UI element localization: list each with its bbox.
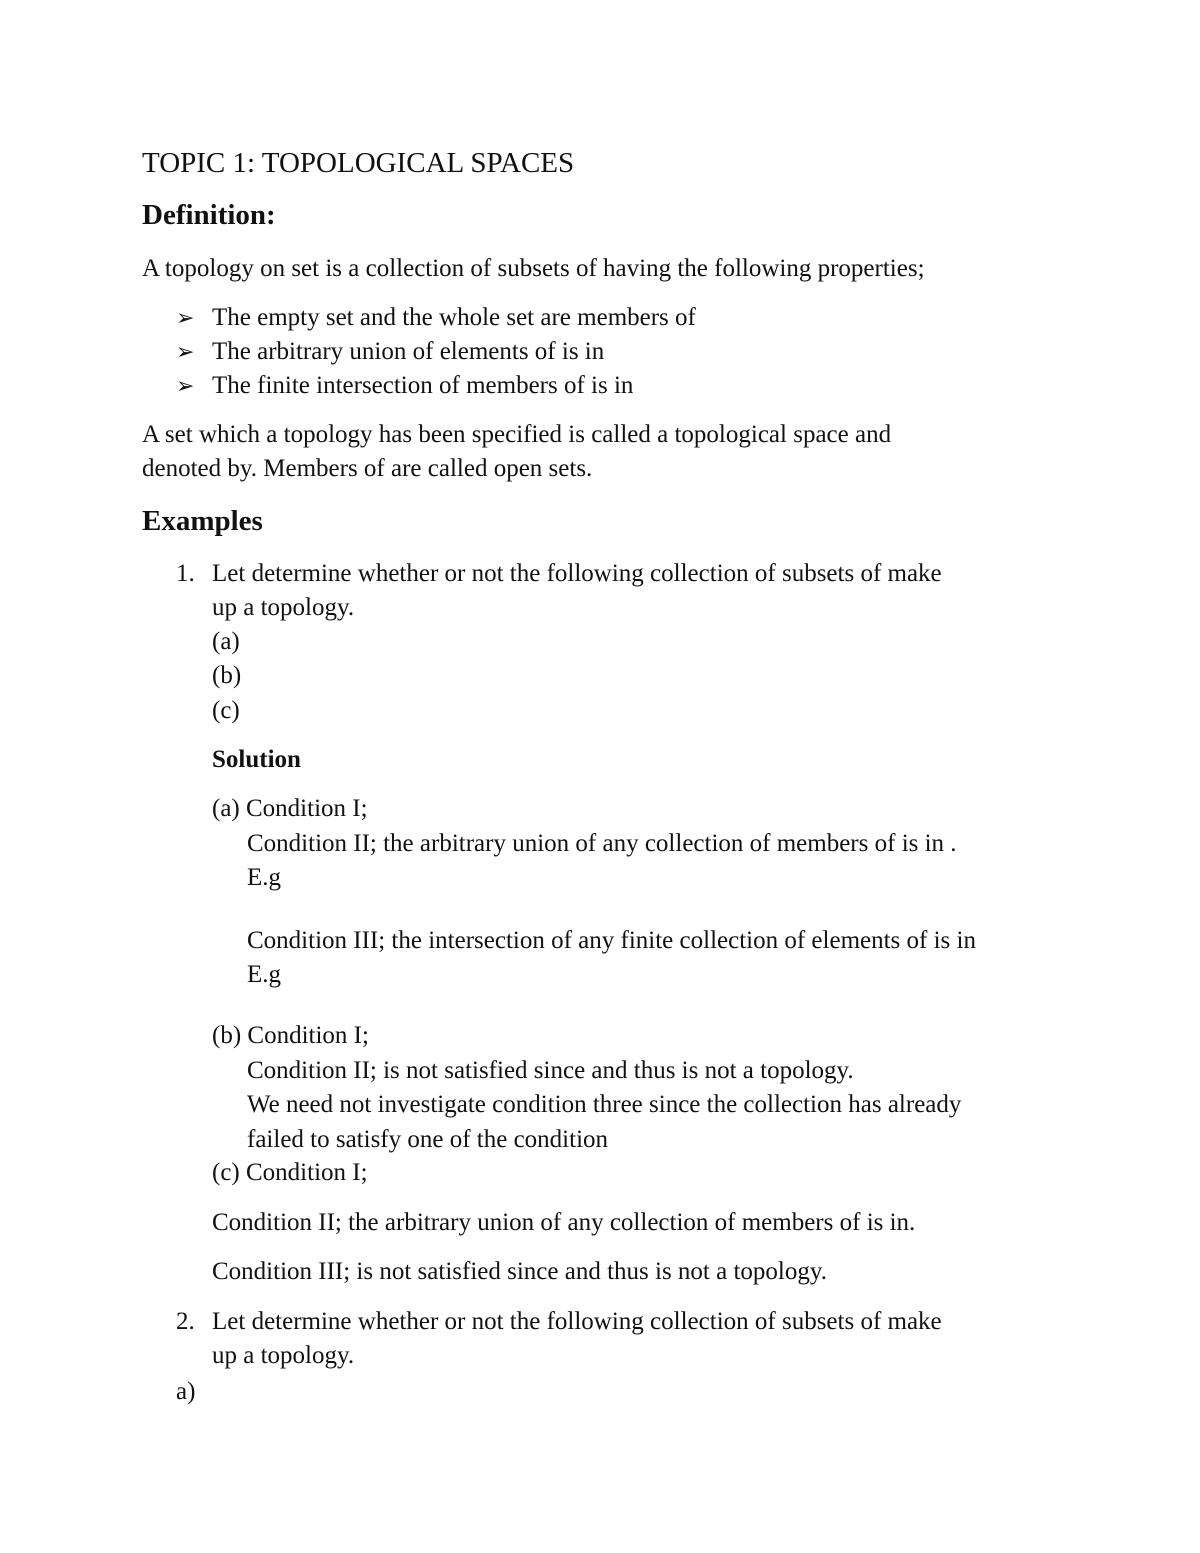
example-number: 2. bbox=[176, 1308, 195, 1335]
solution-line: We need not investigate condition three since the collection has already bbox=[247, 1091, 962, 1118]
solution-line: Condition II; the arbitrary union of any collection of members of is in. bbox=[212, 1209, 916, 1236]
bullet-arrow-icon: ➢ bbox=[176, 339, 195, 364]
example-line: Let determine whether or not the following collection of subsets of make bbox=[212, 1308, 942, 1335]
part-label: (a) bbox=[212, 628, 240, 655]
solution-line: Condition III; is not satisfied since and thus is not a topology. bbox=[212, 1258, 827, 1285]
solution-line: E.g bbox=[247, 864, 282, 891]
solution-line: Condition III; the intersection of any finite collection of elements of is in bbox=[247, 927, 976, 954]
bullet-arrow-icon: ➢ bbox=[176, 305, 195, 330]
part-label: (b) bbox=[212, 662, 242, 689]
part-label: a) bbox=[176, 1378, 196, 1405]
paragraph-line: A set which a topology has been specified is called a topological space and bbox=[142, 421, 892, 448]
example-line: up a topology. bbox=[212, 1342, 355, 1369]
list-item: The arbitrary union of elements of is in bbox=[212, 338, 605, 365]
solution-label: Solution bbox=[212, 746, 301, 773]
list-item: The finite intersection of members of is in bbox=[212, 372, 634, 399]
paragraph-line: denoted by. Members of are called open sets. bbox=[142, 455, 593, 482]
definition-heading: Definition: bbox=[142, 199, 276, 231]
solution-line: (c) Condition I; bbox=[212, 1159, 368, 1186]
solution-line: Condition II; the arbitrary union of any collection of members of is in . bbox=[247, 830, 957, 857]
definition-text: A topology on set is a collection of subsets of having the following properties; bbox=[142, 255, 925, 282]
part-label: (c) bbox=[212, 697, 240, 724]
list-item: The empty set and the whole set are members of bbox=[212, 304, 696, 331]
solution-line: E.g bbox=[247, 961, 282, 988]
examples-heading: Examples bbox=[142, 505, 263, 537]
page-title: TOPIC 1: TOPOLOGICAL SPACES bbox=[142, 147, 575, 179]
example-line: Let determine whether or not the following collection of subsets of make bbox=[212, 560, 942, 587]
solution-line: failed to satisfy one of the condition bbox=[247, 1126, 609, 1153]
bullet-arrow-icon: ➢ bbox=[176, 373, 195, 398]
solution-line: (b) Condition I; bbox=[212, 1022, 369, 1049]
solution-line: Condition II; is not satisfied since and thus is not a topology. bbox=[247, 1057, 854, 1084]
example-line: up a topology. bbox=[212, 594, 355, 621]
example-number: 1. bbox=[176, 560, 195, 587]
solution-line: (a) Condition I; bbox=[212, 795, 368, 822]
